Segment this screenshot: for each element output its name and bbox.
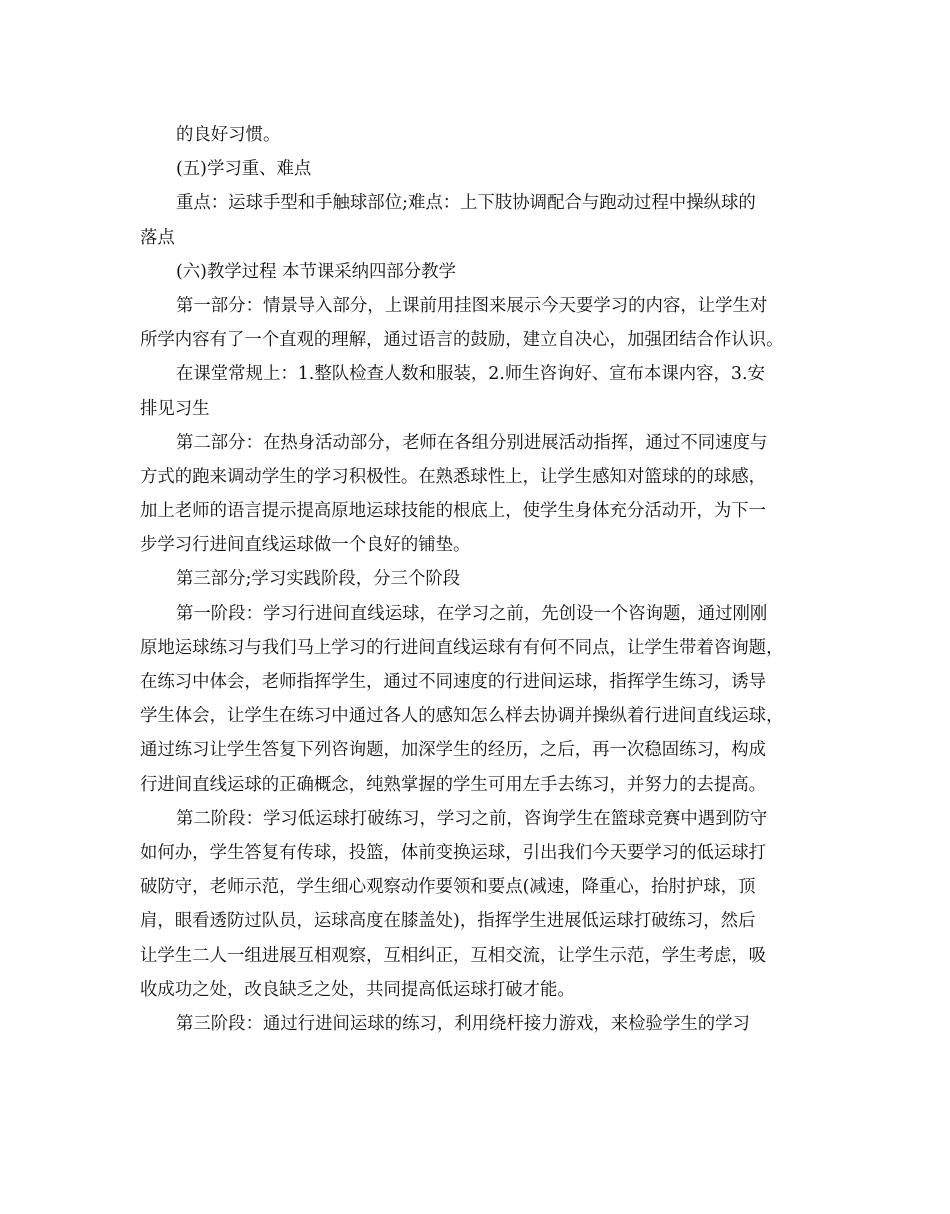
text-line: 在练习中体会，老师指挥学生，通过不同速度的行进间运球，指挥学生练习，诱导 xyxy=(140,672,767,692)
text-line: 重点：运球手型和手触球部位;难点：上下肢协调配合与跑动过程中操纵球的 xyxy=(176,193,756,214)
text-line: 排见习生 xyxy=(140,398,210,419)
text-line: 步学习行进间直线运球做一个良好的铺垫。 xyxy=(140,535,471,556)
text-line: 落点 xyxy=(140,227,175,248)
text-line: 的良好习惯。 xyxy=(176,125,281,145)
text-line: 方式的跑来调动学生的学习积极性。在熟悉球性上，让学生感知对篮球的的球感， xyxy=(140,466,767,487)
text-line: 破防守，老师示范，学生细心观察动作要领和要点(减速，降重心，抬肘护球，顶 xyxy=(140,877,756,898)
text-line: 通过练习让学生答复下列咨询题，加深学生的经历，之后，再一次稳固练习，构成 xyxy=(140,740,767,761)
text-line: 肩，眼看透防过队员，运球高度在膝盖处)，指挥学生进展低运球打破练习，然后 xyxy=(140,911,756,932)
text-line: 收成功之处，改良缺乏之处，共同提高低运球打破才能。 xyxy=(140,979,575,1000)
text-line: 原地运球练习与我们马上学习的行进间直线运球有有何不同点，让学生带着咨询题， xyxy=(140,637,784,658)
text-line: 在课堂常规上：1.整队检查人数和服装，2.师生咨询好、宣布本课内容，3.安 xyxy=(176,364,765,385)
text-line: 如何办，学生答复有传球，投篮，体前变换运球，引出我们今天要学习的低运球打 xyxy=(140,842,767,863)
text-line: 行进间直线运球的正确概念，纯熟掌握的学生可用左手去练习，并努力的去提高。 xyxy=(140,774,767,795)
section-heading: (五)学习重、难点 xyxy=(176,159,312,180)
section-heading: (六)教学过程 本节课采纳四部分教学 xyxy=(176,261,456,282)
text-line: 第一阶段：学习行进间直线运球，在学习之前，先创设一个咨询题，通过刚刚 xyxy=(176,603,768,624)
text-line: 学生体会，让学生在练习中通过各人的感知怎么样去协调并操纵着行进间直线运球， xyxy=(140,706,784,727)
text-line: 第三部分;学习实践阶段，分三个阶段 xyxy=(176,569,461,590)
text-line: 第一部分：情景导入部分，上课前用挂图来展示今天要学习的内容，让学生对 xyxy=(176,295,768,316)
text-line: 所学内容有了一个直观的理解，通过语言的鼓励，建立自决心，加强团结合作认识。 xyxy=(140,330,784,351)
text-line: 让学生二人一组进展互相观察，互相纠正，互相交流，让学生示范，学生考虑，吸 xyxy=(140,945,767,966)
text-line: 加上老师的语言提示提高原地运球技能的根底上，使学生身体充分活动开，为下一 xyxy=(140,501,767,522)
text-line: 第二阶段：学习低运球打破练习，学习之前，咨询学生在篮球竞赛中遇到防守 xyxy=(176,808,768,829)
document-body xyxy=(140,118,825,1041)
text-line: 第二部分：在热身活动部分，老师在各组分别进展活动指挥，通过不同速度与 xyxy=(176,432,768,453)
text-line: 第三阶段：通过行进间运球的练习，利用绕杆接力游戏，来检验学生的学习 xyxy=(176,1013,750,1034)
